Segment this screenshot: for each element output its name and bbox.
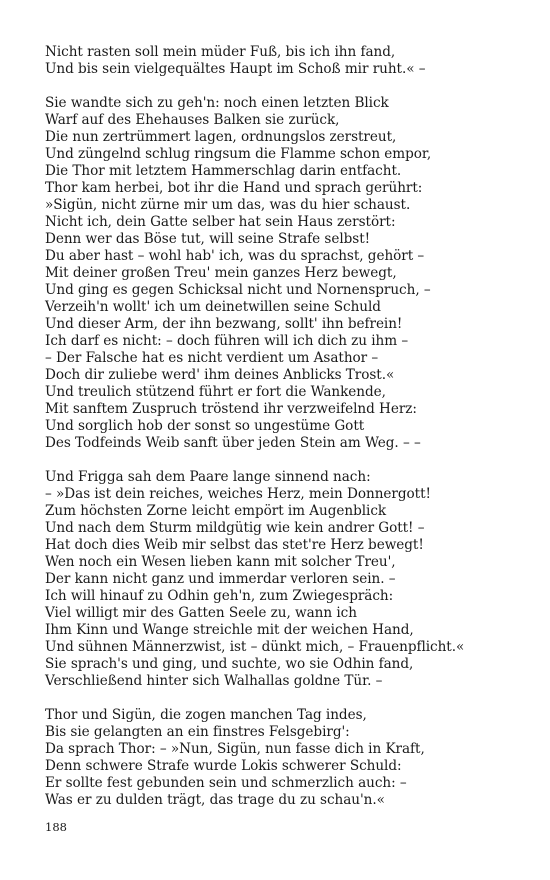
- verse-line: – »Das ist dein reiches, weiches Herz, mein Donnergott!: [45, 486, 431, 502]
- verse-line: »Sigün, nicht zürne mir um das, was du hier schaust.: [45, 197, 411, 213]
- verse-line: Und bis sein vielgequältes Haupt im Schoß mir ruht.« –: [45, 61, 426, 77]
- verse-line: Ich will hinauf zu Odhin geh'n, zum Zwiegespräch:: [45, 588, 394, 604]
- verse-line: Warf auf des Ehehauses Balken sie zurück,: [45, 112, 340, 128]
- stanza: [45, 44, 515, 78]
- verse-line: Ihm Kinn und Wange streichle mit der weichen Hand,: [45, 622, 414, 638]
- verse-line: Die nun zertrümmert lagen, ordnungslos zerstreut,: [45, 129, 397, 145]
- verse-line: Mit deiner großen Treu' mein ganzes Herz bewegt,: [45, 265, 397, 281]
- stanza: [45, 707, 515, 809]
- verse-line: Mit sanftem Zuspruch tröstend ihr verzweifelnd Herz:: [45, 401, 417, 417]
- verse-line: Nicht ich, dein Gatte selber hat sein Haus zerstört:: [45, 214, 396, 230]
- verse-line: Und sühnen Männerzwist, ist – dünkt mich, – Frauenpflicht.«: [45, 639, 465, 655]
- verse-line: Hat doch dies Weib mir selbst das stet're Herz bewegt!: [45, 537, 424, 553]
- verse-line: Und sorglich hob der sonst so ungestüme Gott: [45, 418, 365, 434]
- verse-line: Nicht rasten soll mein müder Fuß, bis ich ihn fand,: [45, 44, 396, 60]
- verse-line: Zum höchsten Zorne leicht empört im Augenblick: [45, 503, 387, 519]
- verse-line: Bis sie gelangten an ein finstres Felsgebirg':: [45, 724, 350, 740]
- stanza: [45, 469, 515, 690]
- verse-line: Doch dir zuliebe werd' ihm deines Anblicks Trost.«: [45, 367, 395, 383]
- verse-line: Und nach dem Sturm mildgütig wie kein andrer Gott! –: [45, 520, 425, 536]
- verse-line: Und ging es gegen Schicksal nicht und Nornenspruch, –: [45, 282, 431, 298]
- page-number: 188: [45, 820, 67, 834]
- verse-line: Viel willigt mir des Gatten Seele zu, wann ich: [45, 605, 357, 621]
- verse-line: Ich darf es nicht: – doch führen will ich dich zu ihm –: [45, 333, 409, 349]
- verse-line: Denn schwere Strafe wurde Lokis schwerer Schuld:: [45, 758, 402, 774]
- verse-line: Und Frigga sah dem Paare lange sinnend nach:: [45, 469, 371, 485]
- verse-line: Thor kam herbei, bot ihr die Hand und sprach gerührt:: [45, 180, 423, 196]
- verse-line: Wen noch ein Wesen lieben kann mit solcher Treu',: [45, 554, 396, 570]
- verse-line: – Der Falsche hat es nicht verdient um Asathor –: [45, 350, 379, 366]
- verse-line: Was er zu dulden trägt, das trage du zu schau'n.«: [45, 792, 385, 808]
- stanza: [45, 95, 515, 452]
- verse-line: Die Thor mit letztem Hammerschlag darin entfacht.: [45, 163, 402, 179]
- verse-line: Thor und Sigün, die zogen manchen Tag indes,: [45, 707, 367, 723]
- verse-line: Und züngelnd schlug ringsum die Flamme schon empor,: [45, 146, 432, 162]
- verse-line: Und treulich stützend führt er fort die Wankende,: [45, 384, 386, 400]
- verse-line: Du aber hast – wohl hab' ich, was du sprachst, gehört –: [45, 248, 425, 264]
- verse-line: Des Todfeinds Weib sanft über jeden Stein am Weg. – –: [45, 435, 421, 451]
- verse-line: Er sollte fest gebunden sein und schmerzlich auch: –: [45, 775, 407, 791]
- verse-line: Verzeih'n wollt' ich um deinetwillen seine Schuld: [45, 299, 381, 315]
- verse-line: Sie sprach's und ging, und suchte, wo sie Odhin fand,: [45, 656, 414, 672]
- verse-line: Da sprach Thor: – »Nun, Sigün, nun fasse dich in Kraft,: [45, 741, 425, 757]
- verse-line: Verschließend hinter sich Walhallas goldne Tür. –: [45, 673, 383, 689]
- verse-line: Denn wer das Böse tut, will seine Strafe selbst!: [45, 231, 371, 247]
- verse-line: Sie wandte sich zu geh'n: noch einen letzten Blick: [45, 95, 389, 111]
- verse-line: Der kann nicht ganz und immerdar verloren sein. –: [45, 571, 396, 587]
- verse-line: Und dieser Arm, der ihn bezwang, sollt' ihn befrein!: [45, 316, 403, 332]
- poem-text: [45, 44, 515, 826]
